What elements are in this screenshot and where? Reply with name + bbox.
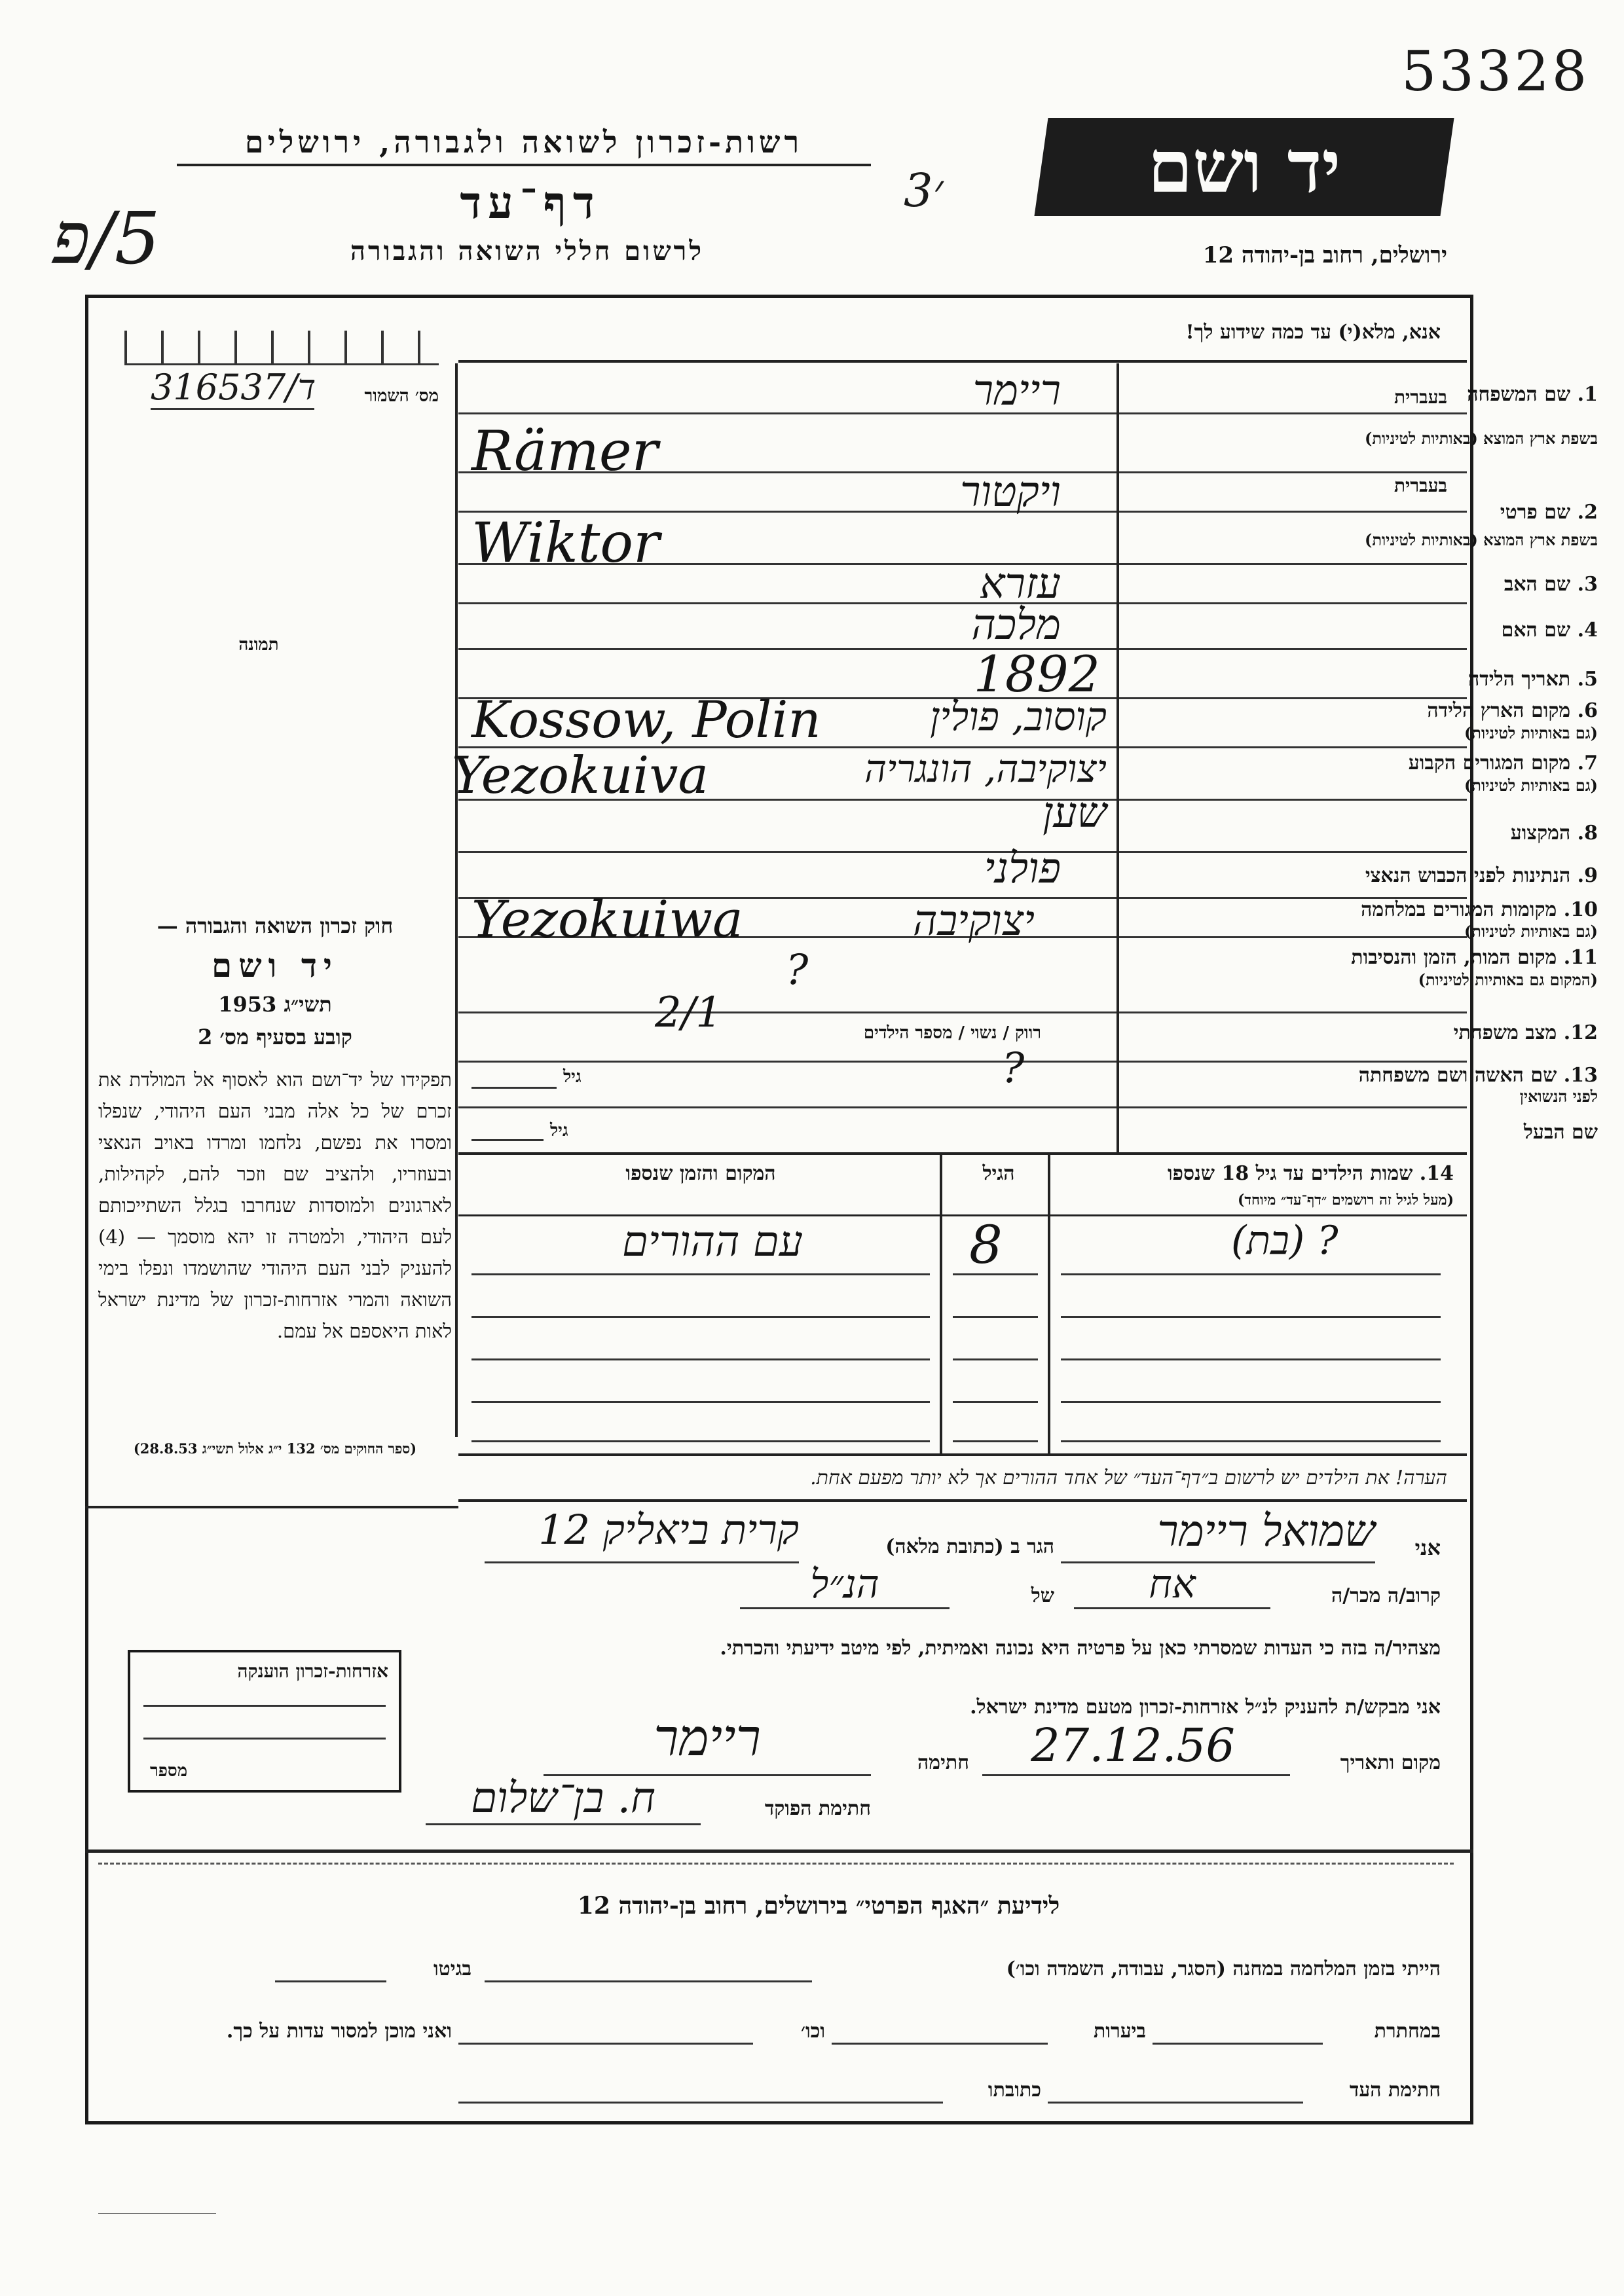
field-2-hebrew-value: ויקטור	[960, 468, 1061, 517]
bottom-line2-end: ואני מוכן למסור עדות על כך.	[226, 2020, 452, 2043]
field-1-hebrew-tag: בעברית	[1393, 386, 1447, 408]
row-line	[458, 412, 1467, 414]
citizenship-box-line	[143, 1705, 386, 1707]
field-5-label: 5. תאריך הלידה	[1468, 668, 1598, 691]
row-line	[458, 1106, 1467, 1108]
child-age: 8	[969, 1214, 1003, 1275]
field-6-hebrew-value: קוסוב, פולין	[930, 694, 1107, 740]
authority-title: רשות-זכרון לשואה ולגבורה, ירושלים	[177, 124, 871, 166]
child-name-line	[1061, 1316, 1441, 1318]
field-6-sub: (גם באותיות לטיניות)	[1464, 723, 1598, 742]
child-name-line	[1061, 1440, 1441, 1442]
bottom-line3-end: כתובתו	[987, 2079, 1041, 2102]
ghetto-line	[275, 1980, 386, 1982]
field-10-label: 10. מקומות המגורים במלחמה	[1361, 898, 1598, 921]
wife-age-line	[471, 1087, 557, 1089]
field-13-age-label: גיל	[563, 1067, 581, 1087]
field-8-value: שען	[1043, 789, 1107, 837]
children-title: 14. שמות הילדים עד גיל 18 שנספו	[1167, 1162, 1454, 1185]
declarant-signature: ריימר	[654, 1709, 761, 1768]
child-place-line	[471, 1440, 930, 1442]
husband-age-line	[471, 1139, 544, 1141]
date-line	[982, 1774, 1290, 1776]
bottom-section-divider	[85, 1850, 1473, 1853]
child-place-line	[471, 1273, 930, 1275]
photo-label: תמונה	[238, 635, 279, 655]
stamp-number: 53328	[1401, 39, 1590, 103]
row-line	[458, 1011, 1467, 1013]
children-top-line	[458, 1152, 1467, 1155]
children-col-line-1	[1048, 1154, 1050, 1455]
citizenship-box-number: מספר	[150, 1761, 188, 1781]
jerusalem-address: ירושלים, רחוב בן-יהודה 12	[1202, 242, 1447, 268]
registration-label: מס׳ השמור	[364, 386, 439, 406]
children-place-header: המקום והזמן שנספו	[625, 1162, 776, 1185]
page-bottom-rule	[98, 2213, 216, 2214]
field-12-value: 2/1	[655, 989, 722, 1037]
field-1-latin-value: Rämer	[471, 419, 658, 483]
bottom-line2-mid2: וכו׳	[801, 2020, 825, 2043]
row-line	[458, 648, 1467, 650]
field-5-value: 1892	[973, 645, 1100, 703]
bottom-line2-mid1: ביערות	[1093, 2020, 1146, 2043]
declarant-address-label: הגר ב (כתובת מלאה)	[885, 1535, 1054, 1558]
children-age-header: הגיל	[982, 1162, 1015, 1185]
top-mark: 3׳	[904, 164, 944, 217]
child-name-line	[1061, 1401, 1441, 1403]
declaration-text: מצהיר/ה בזה כי העדות שמסרתי כאן על פרטיה היא נכונה ואמיתית, לפי מיטב ידיעתי והכרתי.	[720, 1637, 1441, 1660]
law-clause: קובע בסעיף מס׳ 2	[198, 1025, 352, 1049]
field-12-label: 12. מצב משפחתי	[1453, 1021, 1598, 1044]
declarant-name: שמואל ריימר	[1157, 1506, 1375, 1556]
side-mark: 5/פ	[52, 196, 160, 280]
law-name: יד ושם	[212, 946, 339, 985]
field-1-hebrew-value: ריימר	[972, 367, 1061, 415]
field-13-label: 13. שם האשה ושם משפחתה	[1358, 1064, 1598, 1087]
child-name: ? (בת)	[1231, 1218, 1338, 1264]
top-divider	[458, 360, 1467, 363]
children-subtitle: (מעל לגיל זה רושמים ״דף־עד״ מיוחד)	[1237, 1192, 1454, 1209]
field-2-label: 2. שם פרטי	[1500, 501, 1598, 524]
field-2-hebrew-tag: בעברית	[1393, 475, 1447, 496]
child-age-line	[953, 1358, 1038, 1360]
field-4-label: 4. שם האם	[1501, 619, 1598, 642]
law-text: תפקידו של יד־ושם הוא לאסוף אל המולדת את זכרם של כל אלה מבני העם היהודי, שנפלו ומסרו את נפשם, נלחמו ומרדו באויב הנאצי ובעוזריו, ולהציב שם וזכר להם, לקהילות, לארגונים ולמוסדות שנחרבו בגלל השתייכותם לעם היהודי, ולמטרה זו יהא מוסמך — (4) להעניק לבני העם היהודי שהושמדו ונפלו בימי השואה והמרי אזרחות-זכרון של מדינת ישראל לאות היאספם אל עמם.	[98, 1068, 452, 1342]
field-9-label: 9. הנתינות לפני הכבוש הנאצי	[1365, 864, 1598, 887]
officer-label: חתימת הפוקד	[764, 1797, 871, 1820]
child-name-line	[1061, 1273, 1441, 1275]
child-name-line	[1061, 1358, 1441, 1360]
field-3-value: עזרא	[980, 560, 1061, 608]
law-year: תשי״ג 1953	[218, 992, 332, 1017]
citizenship-box-line	[143, 1738, 386, 1740]
left-column-divider	[455, 363, 458, 1437]
declarant-address: קרית ביאליק 12	[538, 1506, 799, 1554]
field-7-label: 7. מקום המגורים הקבוע	[1408, 752, 1598, 774]
row-line	[458, 602, 1467, 604]
child-age-line	[953, 1273, 1038, 1275]
forest-line	[832, 2043, 1048, 2045]
field-4-value: מלכה	[971, 601, 1061, 649]
logo-text: יד ושם	[1147, 124, 1341, 209]
field-3-label: 3. שם האב	[1504, 573, 1598, 596]
law-title: חוק זכרון השואה והגבורה —	[157, 913, 394, 938]
husband-label: שם הבעל	[1523, 1121, 1598, 1144]
officer-line	[426, 1823, 701, 1825]
children-note: הערה! את הילדים יש לרשום ב״דף־העד״ של אחד ההורים אך לא יותר מפעם אחת.	[810, 1467, 1447, 1489]
field-6-latin-value: Kossow, Polin	[471, 691, 821, 750]
field-2-sub: בשפת ארץ המוצא (באותיות לטיניות)	[1365, 530, 1598, 549]
form-subtitle: לרשום חללי השואה והגבורה	[350, 236, 705, 266]
bottom-line1: הייתי בזמן המלחמה במחנה (הסגר, עבודה, השמדה וכו׳)	[1006, 1958, 1441, 1980]
child-place-line	[471, 1316, 930, 1318]
field-10-sub: (גם באותיות לטיניות)	[1464, 922, 1598, 941]
field-7-sub: (גם באותיות לטיניות)	[1464, 776, 1598, 795]
field-11-sub: (המקום גם באותיות לטיניות)	[1418, 970, 1598, 989]
bottom-line1-end: בגיטו	[433, 1958, 471, 1980]
field-7-latin-value: Yezokuiva	[452, 746, 709, 805]
bottom-heading: לידיעת ״האגף הפרטי״ בירושלים, רחוב בן-יהודה 12	[577, 1892, 1060, 1920]
field-8-label: 8. המקצוע	[1510, 822, 1598, 845]
request-text: אני מבקש/ת להעניק לנ״ל אזרחות-זכרון מטעם מדינת ישראל.	[970, 1696, 1441, 1719]
child-place-line	[471, 1401, 930, 1403]
signature-label: חתימה	[917, 1751, 969, 1774]
field-7-hebrew-value: יצוקיבה, הונגריה	[864, 746, 1107, 791]
declarant-ani: אני	[1414, 1535, 1441, 1560]
registration-ticks	[124, 331, 439, 365]
field-13-sub: לפני הנשואין	[1519, 1087, 1598, 1106]
bottom-line2-start: במחתרת	[1374, 2020, 1441, 2043]
left-box-bottom	[85, 1506, 458, 1508]
dashed-rule	[98, 1863, 1454, 1865]
field-2-latin-value: Wiktor	[471, 511, 660, 575]
bottom-line3-start: חתימת העד	[1349, 2079, 1441, 2102]
declarant-relation-line	[1074, 1607, 1270, 1609]
field-10-hebrew-value: יצוקיבה	[912, 897, 1035, 945]
declarant-of-label: של	[1031, 1584, 1054, 1607]
child-place: עם ההורים	[622, 1218, 803, 1266]
camp-line	[485, 1980, 812, 1982]
declaration-date: 27.12.56	[1031, 1719, 1235, 1772]
other-line	[458, 2043, 753, 2045]
field-1-label: 1. שם המשפחה	[1467, 383, 1598, 406]
field-13-value: ?	[1002, 1044, 1025, 1093]
yad-vashem-logo	[1034, 118, 1454, 216]
label-column-divider	[1116, 363, 1119, 1152]
underground-line	[1153, 2043, 1323, 2045]
citizenship-box	[128, 1650, 401, 1793]
row-line	[458, 1061, 1467, 1063]
child-age-line	[953, 1401, 1038, 1403]
field-12-options: רווק / נשוי / מספר הילדים	[863, 1023, 1041, 1043]
field-6-label: 6. מקום הארץ הלידה	[1427, 699, 1598, 722]
child-place-line	[471, 1358, 930, 1360]
children-header-line	[458, 1214, 1467, 1216]
children-col-line-2	[940, 1154, 942, 1455]
citizenship-box-title: אזרחות-זכרון הוענקה	[237, 1660, 388, 1682]
note-bottom-line	[458, 1499, 1467, 1502]
field-10-latin-value: Yezokuiwa	[471, 890, 743, 949]
instruction: אנא, מלא(י) עד כמה שידוע לך!	[1185, 321, 1441, 344]
child-age-line	[953, 1440, 1038, 1442]
child-age-line	[953, 1316, 1038, 1318]
officer-signature: ח. בן־שלום	[471, 1774, 655, 1823]
declarant-of-line	[740, 1607, 950, 1609]
field-11-label: 11. מקום המות, הזמן והנסיבות	[1351, 946, 1598, 969]
field-1-sub: בשפת ארץ המוצא (באותיות לטיניות)	[1365, 429, 1598, 448]
form-title: דף־עד	[460, 177, 601, 229]
declarant-relation: אח	[1149, 1561, 1196, 1607]
witness-signature-line	[1048, 2102, 1303, 2104]
declarant-of: הנ״ל	[810, 1561, 879, 1607]
row-line	[458, 851, 1467, 853]
declarant-relation-label: קרוב/ה מכר/ה	[1331, 1584, 1441, 1607]
children-bottom-line	[458, 1453, 1467, 1456]
field-11-value: ?	[786, 946, 809, 994]
law-source: (ספר החוקים מס׳ 132 י״ג אלול תשי״ג 28.8.53)	[133, 1440, 417, 1457]
husband-age-label: גיל	[550, 1121, 568, 1140]
registration-number: 316537/ד	[151, 367, 314, 410]
witness-address-line	[458, 2102, 943, 2104]
field-9-value: פולני	[984, 845, 1061, 893]
place-date-label: מקום ותאריך	[1340, 1751, 1441, 1774]
